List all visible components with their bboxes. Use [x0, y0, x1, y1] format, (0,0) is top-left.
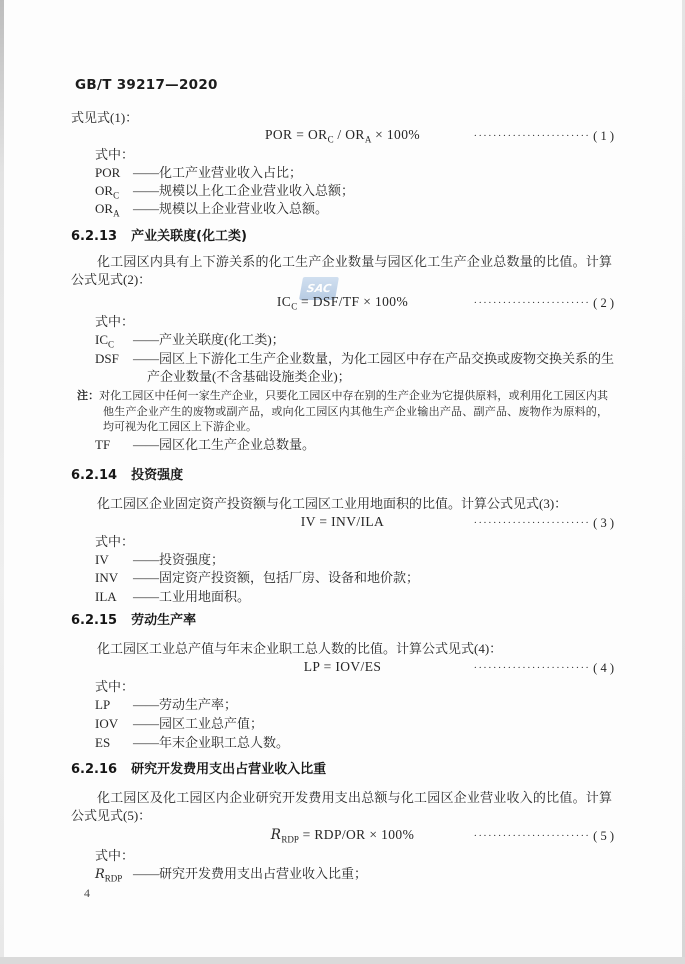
section-heading-6-2-13	[71, 228, 247, 246]
term-row	[95, 436, 614, 454]
where-label: 式中：	[95, 534, 135, 549]
where-label: 式中：	[95, 147, 135, 162]
term-symbol: INV	[95, 570, 119, 585]
lead-line: 式见式(1)：	[71, 110, 139, 125]
dotted-leader: ························	[473, 297, 591, 309]
note-text: 对化工园区中任何一家生产企业，只要化工园区中存在别的生产企业为它提供原料，或利用化工园区内其他生产企业产生的废物或副产品，或向化工园区内其他生产企业输出产品、副产品、废物作为原料的，均可视为化工园区上下游企业。	[99, 390, 609, 433]
term-symbol: TF	[95, 437, 111, 452]
section-title: 投资强度	[131, 468, 184, 483]
section-paragraph: 化工园区内具有上下游关系的化工生产企业数量与园区化工生产企业总数量的比值。计算公式见式(2)：	[71, 254, 612, 287]
section-heading-6-2-16	[71, 761, 326, 779]
term-definition: ——投资强度；	[133, 552, 225, 567]
term-definition: ——规模以上化工企业营业收入总额；	[133, 183, 355, 198]
term-symbol: IV	[95, 552, 109, 567]
section-heading-6-2-14	[71, 467, 183, 485]
formula-row-1	[71, 126, 614, 149]
formula-reference-1	[473, 127, 614, 145]
section-number: 6.2.14	[71, 468, 118, 483]
scanned-page	[4, 0, 683, 958]
section-title: 产业关联度(化工类)	[131, 229, 247, 244]
section-paragraph: 化工园区及化工园区内企业研究开发费用支出总额与化工园区企业营业收入的比值。计算公式见式(5)：	[71, 790, 612, 823]
section-number: 6.2.16	[71, 762, 118, 777]
formula-row-4	[71, 658, 614, 676]
equation-number-3: ( 3 )	[593, 516, 614, 530]
term-symbol: ES	[95, 735, 111, 750]
formula-expression-3: IV = INV/ILA	[300, 514, 385, 529]
term-row	[95, 696, 614, 714]
term-symbol: ILA	[95, 589, 117, 604]
term-row	[95, 164, 614, 182]
term-row	[95, 588, 614, 606]
term-definition: ——固定资产投资额，包括厂房、设备和地价款；	[133, 570, 420, 585]
term-definition: ——年末企业职工总人数。	[133, 735, 290, 750]
term-definition: ——产业关联度(化工类)；	[133, 332, 285, 347]
term-symbol: $OR_C$	[95, 183, 120, 201]
formula-row-3	[71, 513, 614, 531]
standard-number-header: GB/T 39217—2020	[75, 77, 218, 93]
term-definition: ——园区化工生产企业总数量。	[133, 437, 316, 452]
formula-reference-4	[473, 659, 614, 677]
equation-number-1: ( 1 )	[593, 129, 614, 143]
note-block	[77, 388, 608, 436]
term-row	[95, 715, 614, 733]
term-row	[95, 734, 614, 752]
scan-edge-left	[0, 0, 4, 964]
page-number: 4	[84, 886, 90, 900]
formula-reference-3	[473, 514, 614, 532]
term-row	[95, 200, 614, 223]
section-number: 6.2.15	[71, 613, 118, 628]
term-row	[95, 865, 614, 888]
formula-expression-4: LP = IOV/ES	[303, 659, 382, 674]
term-symbol: POR	[95, 165, 121, 180]
term-row	[95, 350, 614, 386]
formula-expression-2: $IC_C = DSF/TF \times 100\%$	[276, 294, 409, 312]
note-label: 注：	[77, 389, 100, 402]
term-definition: ——园区上下游化工生产企业数量，为化工园区中存在产品交换或废物交换关系的生产企业数量(不含基础设施类企业)；	[133, 351, 615, 384]
equation-number-2: ( 2 )	[593, 296, 614, 310]
term-definition: ——劳动生产率；	[133, 697, 238, 712]
term-symbol: $IC_C$	[95, 332, 115, 350]
where-label: 式中：	[95, 848, 135, 863]
section-title: 研究开发费用支出占营业收入比重	[131, 762, 327, 777]
formula-reference-2	[473, 294, 614, 312]
term-symbol: $OR_A$	[95, 201, 120, 219]
term-definition: ——园区工业总产值；	[133, 716, 264, 731]
formula-row-5	[71, 826, 614, 849]
scan-edge-bottom	[0, 957, 685, 964]
term-definition: ——研究开发费用支出占营业收入比重；	[133, 866, 368, 881]
dotted-leader: ························	[473, 662, 591, 674]
section-heading-6-2-15	[71, 612, 196, 630]
formula-reference-5	[473, 827, 614, 845]
sac-watermark: SAC	[299, 277, 339, 300]
term-definition: ——工业用地面积。	[133, 589, 251, 604]
equation-number-5: ( 5 )	[593, 829, 614, 843]
term-row	[95, 569, 614, 587]
formula-expression-5: $R_{RDP} = RDP/OR \times 100\%$	[270, 827, 415, 845]
where-label: 式中：	[95, 679, 135, 694]
dotted-leader: ························	[473, 830, 591, 842]
term-symbol: DSF	[95, 351, 119, 366]
formula-row-2	[71, 293, 614, 316]
equation-number-4: ( 4 )	[593, 661, 614, 675]
section-title: 劳动生产率	[131, 613, 197, 628]
term-row	[95, 551, 614, 569]
section-paragraph: 化工园区工业总产值与年末企业职工总人数的比值。计算公式见式(4)：	[97, 641, 503, 656]
where-label: 式中：	[95, 314, 135, 329]
formula-expression-1: POR = $OR_C / OR_A \times 100\%$	[264, 127, 421, 145]
term-definition: ——化工产业营业收入占比；	[133, 165, 303, 180]
term-symbol: IOV	[95, 716, 119, 731]
dotted-leader: ························	[473, 517, 591, 529]
term-symbol: $R_{RDP}$	[95, 867, 123, 884]
term-definition: ——规模以上企业营业收入总额。	[133, 201, 329, 216]
dotted-leader: ························	[473, 130, 591, 142]
section-number: 6.2.13	[71, 229, 118, 244]
term-symbol: LP	[95, 697, 111, 712]
section-paragraph: 化工园区企业固定资产投资额与化工园区工业用地面积的比值。计算公式见式(3)：	[97, 496, 568, 511]
